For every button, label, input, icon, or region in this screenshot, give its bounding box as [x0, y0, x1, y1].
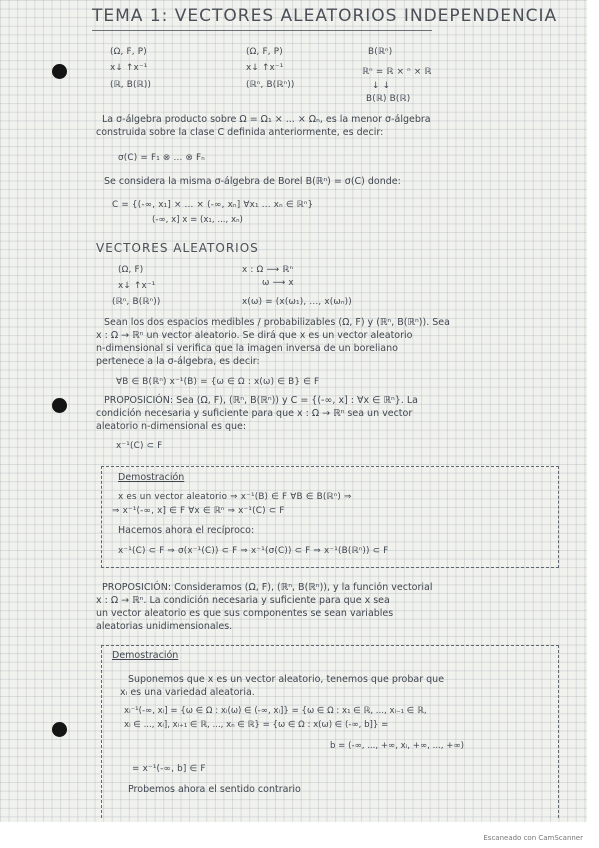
diagram-line: (Ω, F, P)	[246, 47, 283, 57]
text-line: La σ-álgebra producto sobre Ω = Ω₁ × ... × Ωₙ, es la menor σ-álgebra	[102, 114, 431, 125]
diagram-line: (ℝ, B(ℝ))	[110, 80, 152, 90]
text-line: PROPOSICIÓN: Consideramos (Ω, F), (ℝⁿ, B(ℝⁿ)), y la función vectorial	[102, 582, 433, 593]
formula: C = {(-∞, x₁] × ... × (-∞, xₙ] ∀x₁ ... xₙ ∈ ℝⁿ}	[112, 200, 314, 210]
proof-line: Suponemos que x es un vector aleatorio, tenemos que probar que	[128, 674, 445, 685]
proof-heading: Demostración	[118, 472, 185, 483]
binder-hole	[52, 64, 67, 79]
text-line: x : Ω → ℝⁿ un vector aleatorio. Se dirá que x es un vector aleatorio	[96, 330, 413, 341]
text-line: pertenece a la σ-álgebra, es decir:	[96, 356, 260, 367]
text-line: PROPOSICIÓN: Sea (Ω, F), (ℝⁿ, B(ℝⁿ)) y C = {(-∞, x] : ∀x ∈ ℝⁿ}. La	[104, 395, 418, 406]
map-line: x(ω) = (x(ω₁), ..., x(ωₙ))	[242, 297, 352, 307]
proof-line: ⇒ x⁻¹(-∞, x] ∈ F ∀x ∈ ℝⁿ ⇒ x⁻¹(C) ⊂ F	[112, 506, 285, 516]
proof-math: xᵢ ∈ ..., xᵢ], xᵢ₊₁ ∈ ℝ, ..., xₙ ∈ ℝ} = {ω ∈ Ω : x(ω) ∈ (-∞, b]} =	[124, 720, 389, 730]
proof-math: = x⁻¹(-∞, b] ∈ F	[132, 764, 206, 774]
binder-hole	[52, 398, 67, 413]
diagram-line: (Ω, F)	[118, 265, 144, 275]
title-underline	[92, 30, 432, 31]
diagram-line: x↓ ↑x⁻¹	[246, 63, 284, 73]
proof-math: xᵢ⁻¹(-∞, xᵢ] = {ω ∈ Ω : xᵢ(ω) ∈ (-∞, xᵢ]} = {ω ∈ Ω : x₁ ∈ ℝ, ..., xᵢ₋₁ ∈ ℝ,	[124, 706, 427, 716]
proof-line: x es un vector aleatorio ⇒ x⁻¹(B) ∈ F ∀B ∈ B(ℝⁿ) ⇒	[118, 492, 352, 502]
text-line: condición necesaria y suficiente para que x : Ω → ℝⁿ sea un vector	[96, 408, 413, 419]
diagram-line: B(ℝⁿ)	[368, 47, 393, 57]
text-line: Sean los dos espacios medibles / probabilizables (Ω, F) y (ℝⁿ, B(ℝⁿ)). Sea	[104, 317, 450, 328]
diagram-line: ↓ ↓	[372, 81, 391, 91]
proof-line: Probemos ahora el sentido contrario	[128, 784, 301, 795]
map-line: ω ⟶ x	[262, 278, 294, 288]
diagram-line: (ℝⁿ, B(ℝⁿ))	[112, 297, 161, 307]
diagram-line: ℝⁿ = ℝ × ⁿ × ℝ	[362, 67, 432, 77]
formula: ∀B ∈ B(ℝⁿ) x⁻¹(B) = {ω ∈ Ω : x(ω) ∈ B} ∈ F	[116, 377, 320, 387]
text-line: construida sobre la clase C definida anteriormente, es decir:	[96, 127, 384, 138]
diagram-line: B(ℝ) B(ℝ)	[366, 94, 411, 104]
page-title: TEMA 1: VECTORES ALEATORIOS INDEPENDENCIA	[92, 6, 558, 26]
proof-line: xᵢ es una variedad aleatoria.	[120, 687, 255, 698]
section-heading: VECTORES ALEATORIOS	[96, 241, 259, 255]
formula: (-∞, x] x = (x₁, ..., xₙ)	[152, 215, 243, 225]
text-line: Se considera la misma σ-álgebra de Borel B(ℝⁿ) = σ(C) donde:	[104, 176, 401, 187]
proof-heading: Demostración	[112, 650, 179, 661]
binder-hole	[52, 722, 67, 737]
text-line: un vector aleatorio es que sus componentes se sean variables	[96, 608, 394, 619]
diagram-line: (Ω, F, P)	[110, 47, 147, 57]
proof-line: Hacemos ahora el recíproco:	[118, 525, 255, 536]
text-line: aleatorio n-dimensional es que:	[96, 421, 247, 432]
formula: σ(C) = F₁ ⊗ ... ⊗ Fₙ	[118, 153, 206, 163]
text-line: x : Ω → ℝⁿ. La condición necesaria y suficiente para que x sea	[96, 595, 390, 606]
diagram-line: (ℝⁿ, B(ℝⁿ))	[246, 80, 295, 90]
text-line: n-dimensional si verifica que la imagen inversa de un boreliano	[96, 343, 398, 354]
map-line: x : Ω ⟶ ℝⁿ	[242, 265, 294, 275]
diagram-line: x↓ ↑x⁻¹	[118, 281, 156, 291]
proof-math: b = (-∞, ..., +∞, xᵢ, +∞, ..., +∞)	[330, 741, 464, 751]
text-line: aleatorias unidimensionales.	[96, 621, 233, 632]
scanner-watermark: Escaneado con CamScanner	[483, 834, 583, 842]
proof-line: x⁻¹(C) ⊂ F ⇒ σ(x⁻¹(C)) ⊂ F ⇒ x⁻¹(σ(C)) ⊂ F ⇒ x⁻¹(B(ℝⁿ)) ⊂ F	[118, 546, 389, 556]
diagram-line: x↓ ↑x⁻¹	[110, 63, 148, 73]
formula: x⁻¹(C) ⊂ F	[116, 441, 163, 451]
